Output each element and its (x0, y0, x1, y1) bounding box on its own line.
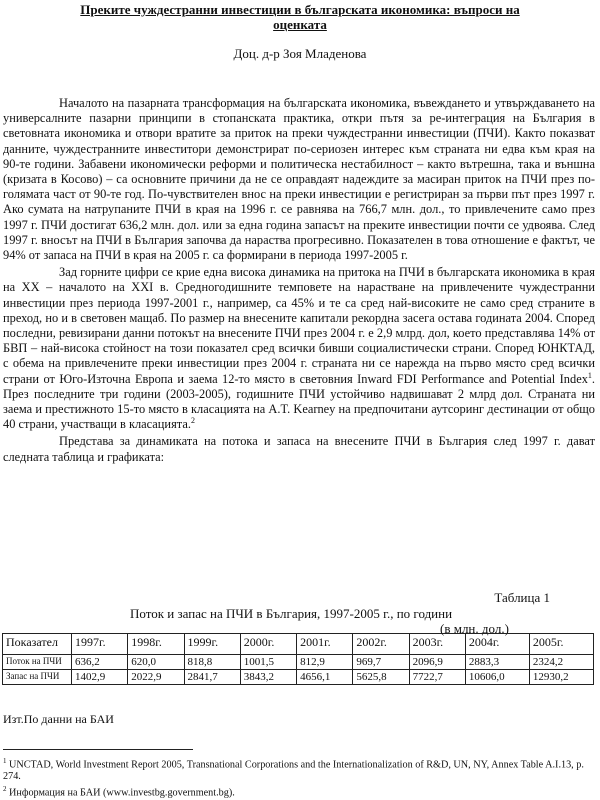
header-year: 2002г. (353, 634, 409, 655)
row-label-stock: Запас на ПЧИ (3, 670, 72, 685)
table-cell: 3843,2 (240, 670, 296, 685)
footnote-mark: 1 (3, 757, 7, 765)
footnote-2 (3, 783, 595, 799)
paragraph-3: Представа за динамиката на потока и запаса на внесените ПЧИ в България след 1997 г. дават следната таблица и графиката: (3, 434, 595, 464)
paragraph-2-tail: . През последните три години (2003-2005), годишните ПЧИ устойчиво надвишават 2 млрд дол. Страната ни заема и престижното 15-то място в класацията на A.T. Kearney на предпочитани аутсоринг дестинации от общо 40 страни, участващи в класацията. (3, 371, 595, 432)
table-cell: 636,2 (72, 655, 128, 670)
table-cell: 620,0 (128, 655, 184, 670)
table-title: Поток и запас на ПЧИ в България, 1997-2005 г., по години (130, 606, 453, 621)
table-cell: 2883,3 (465, 655, 529, 670)
footnote-text: Информация на БАИ (www.investbg.government.bg). (6, 787, 235, 799)
table-cell: 4656,1 (297, 670, 353, 685)
footnote-ref-2[interactable]: 2 (190, 416, 195, 426)
table-cell: 5625,8 (353, 670, 409, 685)
table-cell: 2022,9 (128, 670, 184, 685)
table-number: Таблица 1 (494, 590, 550, 605)
fdi-table (2, 633, 594, 685)
footnote-1 (3, 755, 595, 783)
header-year: 1997г. (72, 634, 128, 655)
header-year: 2004г. (465, 634, 529, 655)
table-row (3, 670, 594, 685)
table-cell: 2324,2 (529, 655, 593, 670)
header-year: 1998г. (128, 634, 184, 655)
header-year: 2000г. (240, 634, 296, 655)
table-cell: 812,9 (297, 655, 353, 670)
body-text (3, 96, 595, 467)
table-cell: 1001,5 (240, 655, 296, 670)
footnote-divider (3, 749, 193, 750)
footnotes (3, 755, 595, 800)
header-indicator: Показател (3, 634, 72, 655)
header-year: 2005г. (529, 634, 593, 655)
table-cell: 818,8 (184, 655, 240, 670)
footnote-ref-1[interactable]: 1 (587, 370, 592, 380)
footnote-mark: 2 (3, 785, 7, 794)
table-cell: 12930,2 (529, 670, 593, 685)
table-cell: 10606,0 (465, 670, 529, 685)
table-cell: 969,7 (353, 655, 409, 670)
footnote-text: UNCTAD, World Investment Report 2005, Transnational Corporations and the Internationalization of R&D, UN, NY, Annex Table A.I.13, p. 274. (3, 759, 584, 783)
header-year: 2003г. (409, 634, 465, 655)
table-header-row (3, 634, 594, 655)
table-cell: 1402,9 (72, 670, 128, 685)
table-cell: 7722,7 (409, 670, 465, 685)
paragraph-1: Началото на пазарната трансформация на българската икономика, въвеждането и утвърждаването на универсалните пазарни принципи в стопанската практика, откри пътя за ре-интеграция на България в световната икономика и отвори вратите за приток на преки чуждестранни инвестиции (ПЧИ). Както показват данните, чуждестранните инвеститори демонстрират по-сериозен интерес към страната ни едва към края на 90-те години. Забавени икономически реформи и политическа нестабилност – както вътрешна, така и външна (кризата в Косово) – са основните причини да не се оправдаят надеждите за масиран приток на ПЧИ през по-голямата част от 90-те год. По-чувствителен внос на преки инвестиции е регистриран за първи път през 1997 г. Ако сумата на натрупаните ПЧИ в края на 1996 г. се равнява на 766,7 млн. дол., то привлечените само през 1997 г. ПЧИ достигат 636,2 млн. дол. или за една година запасът на преките инвестиции почти се удвоява. След 1997 г. вносът на ПЧИ в България започва да нараства прогресивно. Показателен в това отношение е фактът, че 94% от запаса на ПЧИ в края на 2005 г. са формирани в периода 1997-2005 г. (3, 96, 595, 263)
paper-title: Преките чуждестранни инвестиции в българската икономика: въпроси на оценката (80, 2, 520, 32)
paragraph-2-text: Зад горните цифри се крие една висока динамика на притока на ПЧИ в българската икономика в края на ХХ – началото на ХХІ в. Средногодишните темповете на нарастване на привлечените чуждестранни инвестиции през периода 1997-2001 г., например, са 45% и те са сред най-високите не само сред страните в преход, но и в световен мащаб. По размер на внесените капитали рекордна засега остава годината 2004. Според последни, ревизирани данни потокът на внесените ПЧИ през 2004 г. е 2,9 млрд. дол, което представлява 14% от БВП – най-висока стойност на този показател сред всички бивши социалистически страни. Според ЮНКТАД, с обема на привлечените преки инвестиции през 2004 г. страната ни се нарежда на първо място сред всички страни от Юго-Източна Европа и заема 12-то място в световния Inward FDI Performance and Potential Index (3, 265, 595, 386)
header-year: 2001г. (297, 634, 353, 655)
table-cell: 2096,9 (409, 655, 465, 670)
author-line: Доц. д-р Зоя Младенова (233, 46, 367, 61)
table-row (3, 655, 594, 670)
table-source: Изт.По данни на БАИ (3, 712, 114, 726)
row-label-flow: Поток на ПЧИ (3, 655, 72, 670)
table-cell: 2841,7 (184, 670, 240, 685)
header-year: 1999г. (184, 634, 240, 655)
table-unit: (в млн. дол.) (440, 621, 509, 636)
paragraph-2 (3, 265, 595, 432)
